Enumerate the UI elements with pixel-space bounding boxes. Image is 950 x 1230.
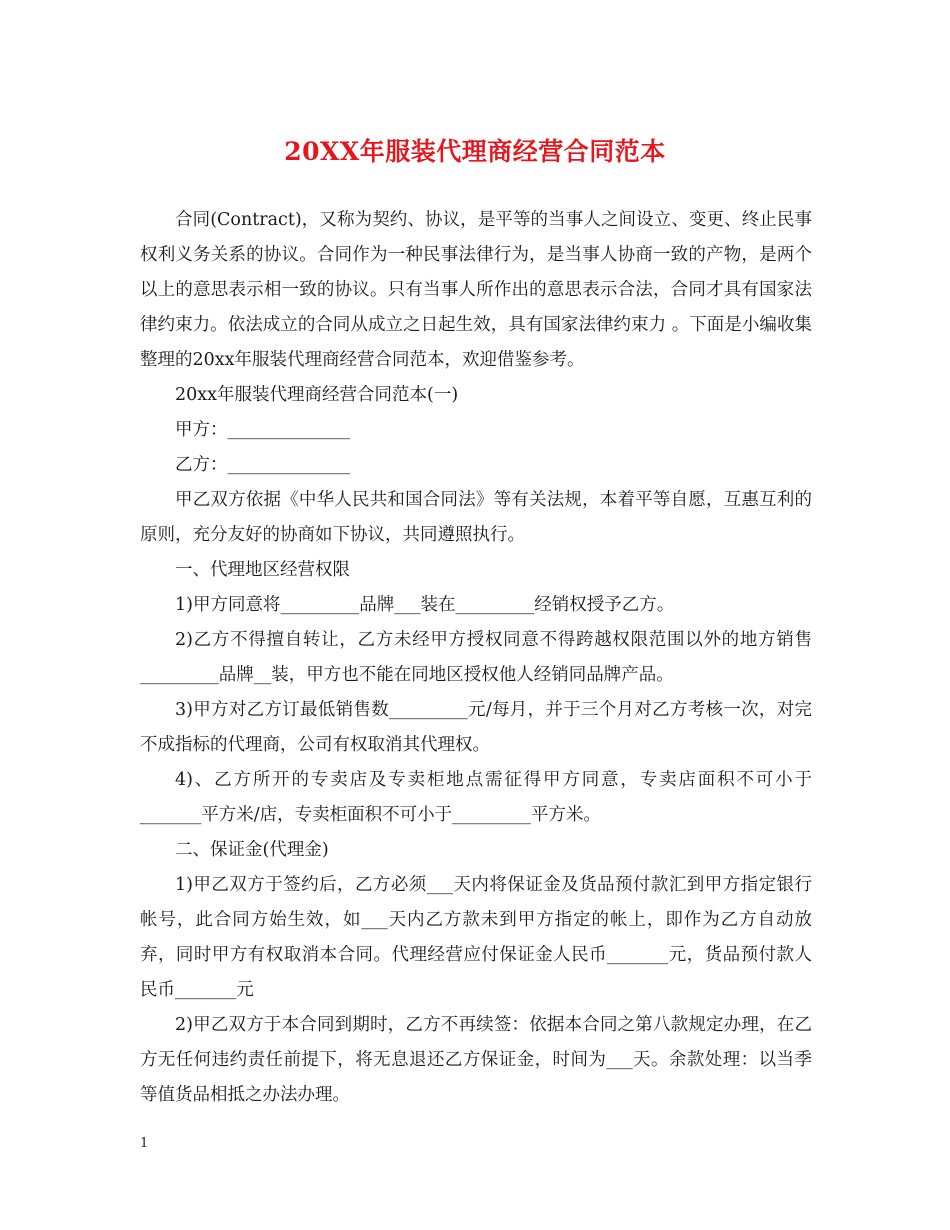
clause-1-4: 4)、乙方所开的专卖店及专卖柜地点需征得甲方同意，专卖店面积不可小于_______平方米/店，专卖柜面积不可小于_________平方米。 (140, 770, 812, 825)
document-title: 20XX年服装代理商经营合同范本 (284, 137, 666, 166)
page-number: 1 (140, 1136, 149, 1151)
section-heading-2: 二、保证金(代理金) (175, 840, 329, 860)
clause-1-3: 3)甲方对乙方订最低销售数_________元/每月，并于三个月对乙方考核一次，对完不成指标的代理商，公司有权取消其代理权。 (140, 700, 812, 755)
party-b-line: 乙方：______________ (175, 455, 350, 475)
clause-1-2: 2)乙方不得擅自转让，乙方未经甲方授权同意不得跨越权限范围以外的地方销售_________品牌__装，甲方也不能在同地区授权他人经销同品牌产品。 (140, 630, 812, 685)
clause-2-2: 2)甲乙双方于本合同到期时，乙方不再续签：依据本合同之第八款规定办理，在乙方无任何违约责任前提下，将无息退还乙方保证金，时间为___天。余款处理：以当季等值货品相抵之办法办理。 (140, 1015, 812, 1105)
document-body (140, 203, 812, 1113)
intro-paragraph: 合同(Contract)，又称为契约、协议，是平等的当事人之间设立、变更、终止民事权利义务关系的协议。合同作为一种民事法律行为，是当事人协商一致的产物，是两个以上的意思表示相一致的协议。只有当事人所作出的意思表示合法，合同才具有国家法律约束力。依法成立的合同从成立之日起生效，具有国家法律约束力 。下面是小编收集整理的20xx年服装代理商经营合同范本，欢迎借鉴参考。 (140, 210, 812, 370)
contract-subtitle: 20xx年服装代理商经营合同范本(一) (175, 385, 459, 405)
clause-1-1: 1)甲方同意将_________品牌___装在_________经销权授予乙方。 (175, 595, 675, 615)
clause-2-1: 1)甲乙双方于签约后，乙方必须___天内将保证金及货品预付款汇到甲方指定银行帐号，此合同方始生效，如___天内乙方款未到甲方指定的帐上，即作为乙方自动放弃，同时甲方有权取消本合同。代理经营应付保证金人民币_______元，货品预付款人民币_______元 (140, 875, 812, 1000)
section-heading-1: 一、代理地区经营权限 (175, 560, 350, 580)
party-a-line: 甲方：______________ (175, 420, 350, 440)
preamble-paragraph: 甲乙双方依据《中华人民共和国合同法》等有关法规，本着平等自愿，互惠互利的原则，充分友好的协商如下协议，共同遵照执行。 (140, 490, 812, 545)
